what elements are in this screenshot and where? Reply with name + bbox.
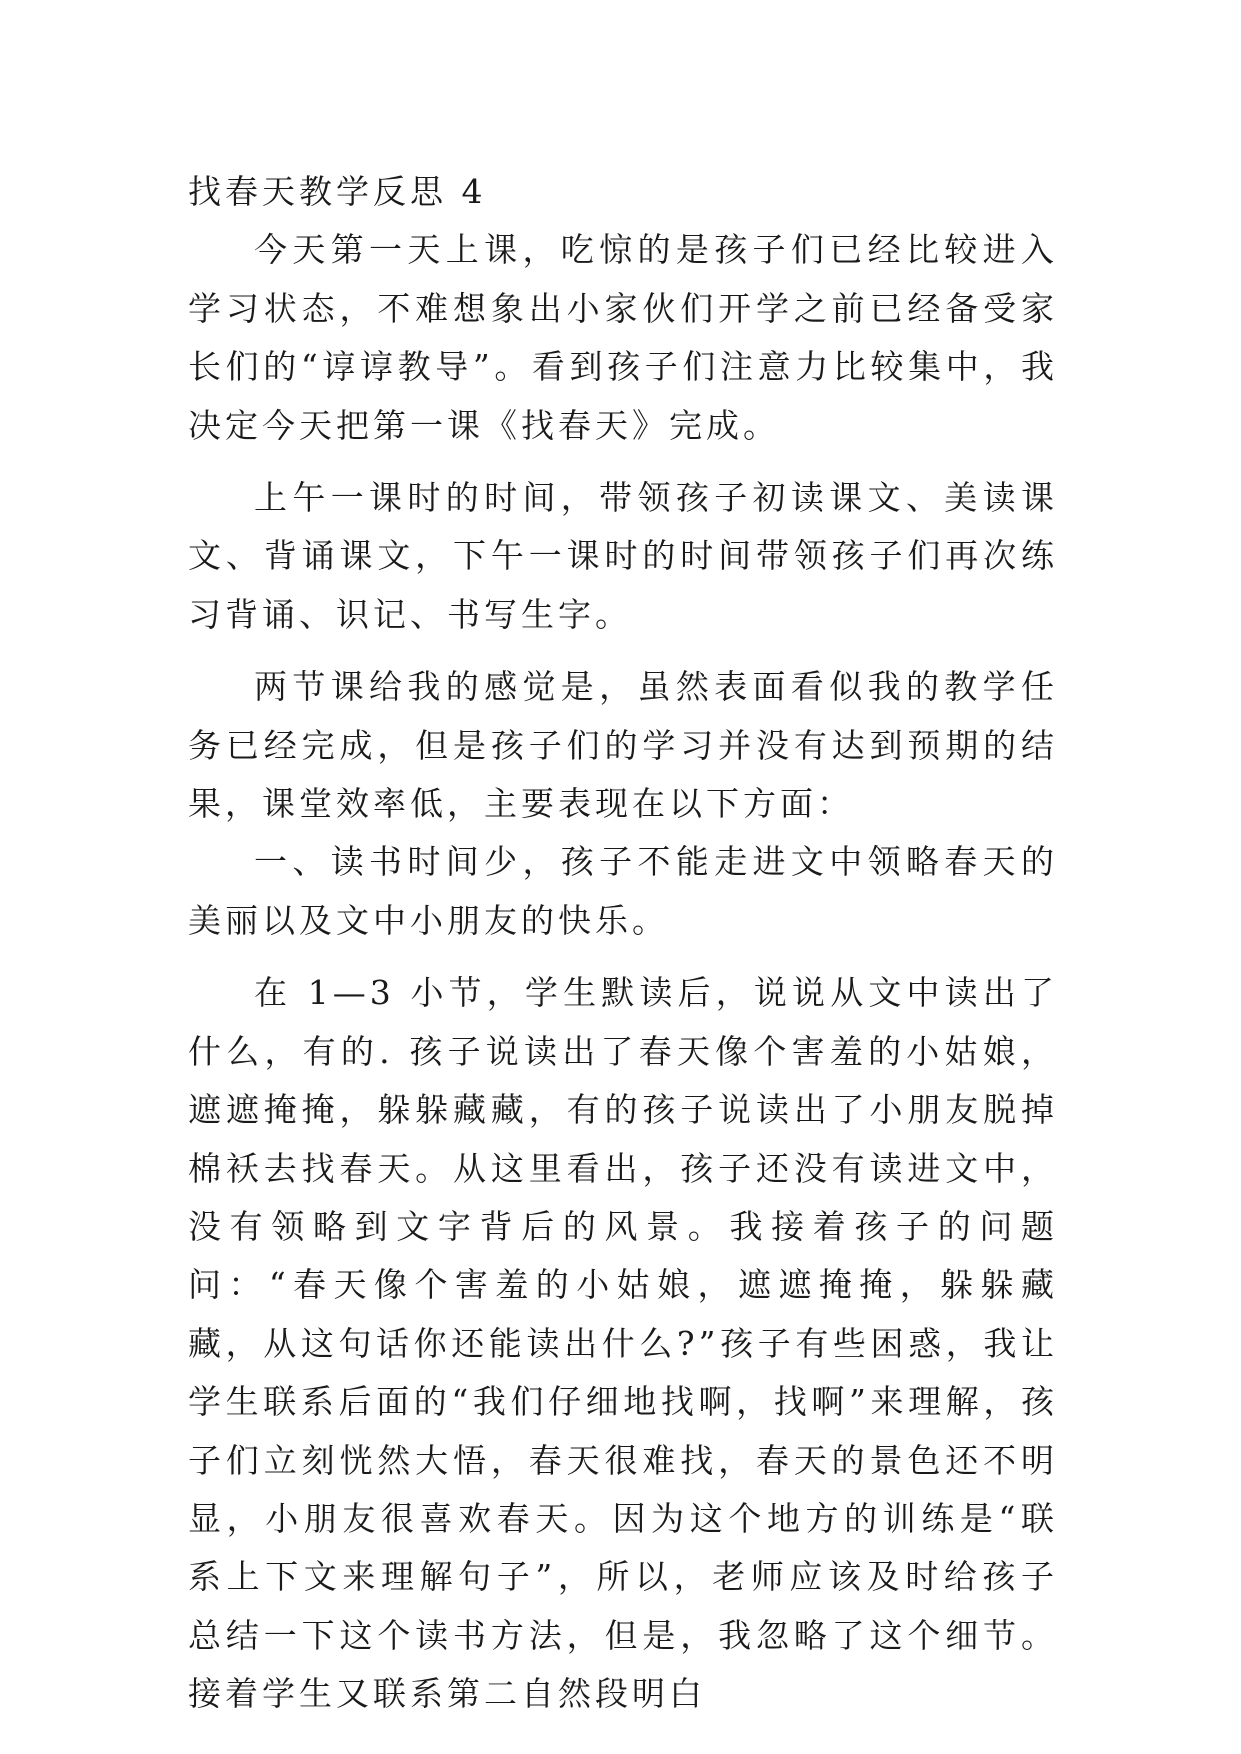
document-body — [188, 163, 1058, 1724]
paragraph-reflection: 两节课给我的感觉是，虽然表面看似我的教学任务已经完成，但是孩子们的学习并没有达到预期的结果，课堂效率低，主要表现在以下方面： — [188, 667, 1058, 824]
paragraph-schedule: 上午一课时的时间，带领孩子初读课文、美读课文、背诵课文，下午一课时的时间带领孩子们再次练习背诵、识记、书写生字。 — [188, 478, 1058, 634]
paragraph-point-one: 一、读书时间少，孩子不能走进文中领略春天的美丽以及文中小朋友的快乐。 — [188, 842, 1058, 940]
document-title: 找春天教学反思 4 — [188, 172, 487, 211]
paragraph-detail: 在 1—3 小节，学生默读后，说说从文中读出了什么，有的. 孩子说读出了春天像个害羞的小姑娘，遮遮掩掩，躲躲藏藏，有的孩子说读出了小朋友脱掉棉袄去找春天。从这里看出，孩子还没有读进文中，没有领略到文字背后的风景。我接着孩子的问题问：“春天像个害羞的小姑娘，遮遮掩掩，躲躲藏藏，从这句话你还能读出什么?”孩子有些困惑，我让学生联系后面的“我们仔细地找啊，找啊”来理解，孩子们立刻恍然大悟，春天很难找，春天的景色还不明显，小朋友很喜欢春天。因为这个地方的训练是“联系上下文来理解句子”，所以，老师应该及时给孩子总结一下这个读书方法，但是，我忽略了这个细节。接着学生又联系第二自然段明白 — [188, 973, 1058, 1714]
paragraph-first-day: 今天第一天上课，吃惊的是孩子们已经比较进入学习状态，不难想象出小家伙们开学之前已经备受家长们的“谆谆教导”。看到孩子们注意力比较集中，我决定今天把第一课《找春天》完成。 — [188, 230, 1058, 445]
